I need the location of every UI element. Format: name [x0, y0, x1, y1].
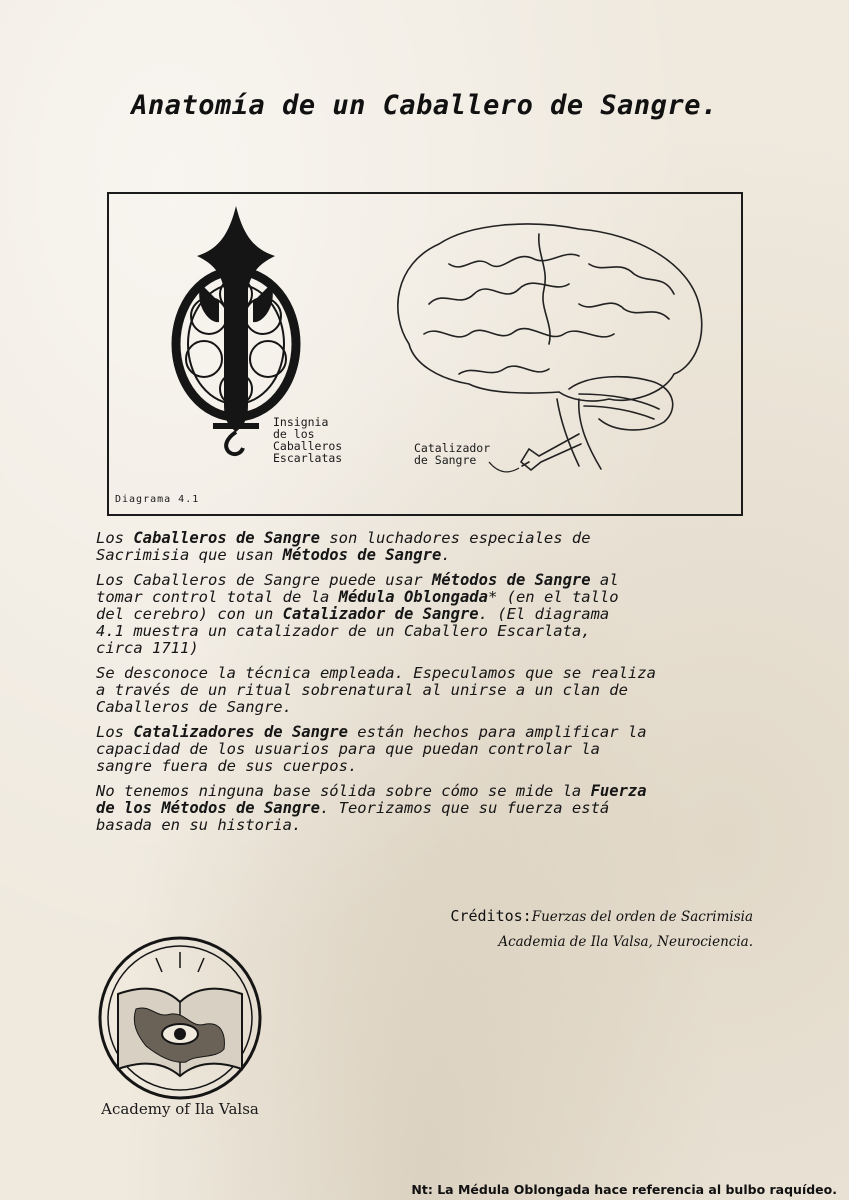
bold-term: Fuerza de los Métodos de Sangre	[96, 782, 647, 817]
footnote: Nt: La Médula Oblongada hace referencia al bulbo raquídeo.	[411, 1182, 837, 1197]
text-run: Los Caballeros de Sangre puede usar	[96, 571, 432, 589]
text-run: están hechos para amplificar la capacidad de los usuarios para que puedan controlar la sangre fuera de sus cuerpos.	[96, 723, 647, 775]
text-run: . Teorizamos que su fuerza está basada en su historia.	[96, 799, 610, 834]
text-run: . (El diagrama 4.1 muestra un catalizador de un Caballero Escarlata, circa 1711)	[96, 605, 610, 657]
paragraph-1	[96, 530, 756, 564]
brain-icon	[398, 224, 702, 470]
insignia-label: Insignia de los Caballeros Escarlatas	[273, 415, 343, 465]
paragraph-3	[96, 665, 756, 716]
text-run: * (en el tallo del cerebro) con un	[96, 588, 619, 623]
text-run: son luchadores especiales de Sacrimisia que usan	[96, 529, 591, 564]
paragraph-2	[96, 572, 756, 657]
bold-term: Médula Oblongada	[338, 588, 488, 606]
bold-term: Métodos de Sangre	[431, 571, 591, 589]
text-run: .	[441, 546, 451, 564]
credits	[450, 904, 753, 954]
body-text	[96, 530, 756, 842]
text-run: Los	[96, 529, 134, 547]
bold-term: Caballeros de Sangre	[133, 529, 320, 547]
diagram-number-label: Diagrama 4.1	[115, 494, 200, 505]
bold-term: Catalizador de Sangre	[282, 605, 479, 623]
bold-term: Métodos de Sangre	[282, 546, 442, 564]
catalyst-label: Catalizador de Sangre	[414, 441, 491, 467]
text-run: Los	[96, 723, 134, 741]
page-title: Anatomía de un Caballero de Sangre.	[131, 90, 718, 121]
paragraph-5	[96, 783, 756, 834]
text-run: No tenemos ninguna base sólida sobre cómo se mide la	[96, 782, 591, 800]
text-run: Se desconoce la técnica empleada. Especulamos que se realiza a través de un ritual sobrenatural al unirse a un clan de Caballeros de Sangre.	[96, 664, 656, 716]
credits-label: Créditos:	[450, 907, 532, 925]
bold-term: Catalizadores de Sangre	[133, 723, 348, 741]
academy-seal-icon	[96, 934, 264, 1102]
credits-line-2: Academia de Ila Valsa, Neurociencia.	[498, 934, 753, 950]
seal-caption: Academy of Ila Valsa	[101, 1100, 259, 1118]
credits-line-1: Fuerzas del orden de Sacrimisia	[531, 909, 753, 925]
diagram-frame	[107, 192, 743, 516]
paragraph-4	[96, 724, 756, 775]
text-run: al tomar control total de la	[96, 571, 619, 606]
